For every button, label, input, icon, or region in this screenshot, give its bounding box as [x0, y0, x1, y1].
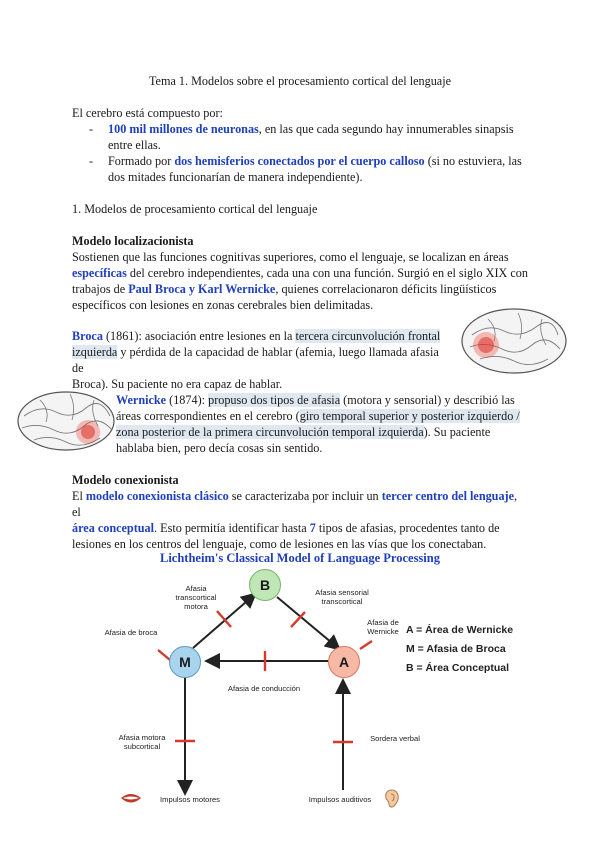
- bullet-line2: dos mitades funcionarían de manera independiente).: [108, 170, 363, 184]
- wernicke-line: áreas correspondientes en el cerebro (: [116, 409, 300, 423]
- label-im: Impulsos motores: [160, 795, 220, 804]
- label-atm: Afasia transcortical motora: [175, 584, 217, 611]
- wernicke-highlight: propuso dos tipos de afasia: [208, 393, 341, 407]
- page-title: Tema 1. Modelos sobre el procesamiento cortical del lenguaje: [148, 74, 452, 88]
- broca-line: y pérdida de la capacidad de hablar (afemia, luego llamada afasia de: [72, 345, 439, 375]
- node-a: A: [328, 646, 360, 678]
- wernicke-name: Wernicke: [116, 393, 167, 407]
- label-broca: Afasia de broca: [104, 628, 158, 637]
- con-line: lesiones en los centros del lenguaje, como de lesiones en las vías que los conectaban.: [72, 537, 487, 551]
- section-heading: 1. Modelos de procesamiento cortical del lenguaje: [72, 202, 318, 216]
- bullet-pre: Formado por: [108, 154, 175, 168]
- con-bold: 7: [309, 521, 316, 535]
- lesion-wernicke: [360, 641, 372, 649]
- intro-text: El cerebro está compuesto por:: [72, 106, 223, 120]
- broca-highlight: tercera circunvolución frontal: [295, 329, 441, 343]
- loc-line: específicos con lesiones en zonas cerebrales bien delimitadas.: [72, 298, 374, 312]
- label-ast: Afasia sensorial transcortical: [315, 588, 369, 606]
- loc-heading: Modelo localizacionista: [72, 234, 194, 248]
- label-ia: Impulsos auditivos: [308, 795, 372, 804]
- diagram-title: Lichtheim's Classical Model of Language Processing: [160, 551, 440, 565]
- loc-line: , quienes correlacionaron déficits lingüísticos: [275, 282, 497, 296]
- con-line: , el: [72, 489, 518, 519]
- con-bold: modelo conexionista clásico: [85, 489, 229, 503]
- wernicke-highlight: zona posterior de la primera circunvolución temporal izquierda: [116, 425, 424, 439]
- ear-icon: [384, 789, 400, 809]
- mouth-icon: [120, 792, 142, 806]
- bullet-line2: entre ellas.: [108, 138, 161, 152]
- bullet-rest: , en las que cada segundo hay innumerables sinapsis: [258, 122, 514, 136]
- label-sv: Sordera verbal: [370, 734, 420, 743]
- label-ams: Afasia motora subcortical: [118, 733, 166, 751]
- bullet-dash: -: [89, 154, 94, 168]
- loc-line: trabajos de: [72, 282, 129, 296]
- con-line: tipos de afasias, procedentes tanto de: [315, 521, 500, 535]
- loc-specific: específicas: [72, 266, 127, 280]
- con-line: El: [72, 489, 86, 503]
- wernicke-line: (1874):: [166, 393, 209, 407]
- bullet-bold: 100 mil millones de neuronas: [108, 122, 259, 136]
- con-line: se caracterizaba por incluir un: [228, 489, 382, 503]
- loc-line: Sostienen que las funciones cognitivas superiores, como el lenguaje, se localizan en áreas: [72, 250, 509, 264]
- broca-line: (1861): asociación entre lesiones en la: [102, 329, 296, 343]
- legend-a: A = Área de Wernicke: [406, 624, 514, 636]
- broca-line: Broca). Su paciente no era capaz de hablar.: [72, 377, 283, 391]
- legend-b: B = Área Conceptual: [406, 662, 509, 674]
- broca-highlight: izquierda: [72, 345, 118, 359]
- broca-name: Broca: [72, 329, 103, 343]
- wernicke-line: ). Su paciente: [423, 425, 491, 439]
- wernicke-line: hablaba bien, pero decía cosas sin sentido.: [116, 441, 323, 455]
- legend-m: M = Afasia de Broca: [406, 643, 506, 655]
- con-bold: área conceptual: [72, 521, 155, 535]
- con-line: . Esto permitía identificar hasta: [154, 521, 310, 535]
- loc-authors: Paul Broca y Karl Wernicke: [128, 282, 276, 296]
- lesion-broca: [158, 650, 170, 660]
- bullet-bold: dos hemisferios conectados por el cuerpo calloso: [174, 154, 425, 168]
- bullet-dash: -: [89, 122, 94, 136]
- wernicke-line: (motora y sensorial) y describió las: [340, 393, 515, 407]
- loc-line: del cerebro independientes, cada una con una función. Surgió en el siglo XIX con: [126, 266, 528, 280]
- node-m: M: [169, 646, 201, 678]
- con-bold: tercer centro del lenguaje: [381, 489, 515, 503]
- label-wernicke: Afasia de Wernicke: [367, 618, 399, 636]
- node-b: B: [249, 569, 281, 601]
- label-conduction: Afasia de conducción: [227, 684, 301, 693]
- con-heading: Modelo conexionista: [72, 473, 179, 487]
- wernicke-highlight: giro temporal superior y posterior izquierdo /: [299, 409, 520, 423]
- bullet-rest: (si no estuviera, las: [424, 154, 522, 168]
